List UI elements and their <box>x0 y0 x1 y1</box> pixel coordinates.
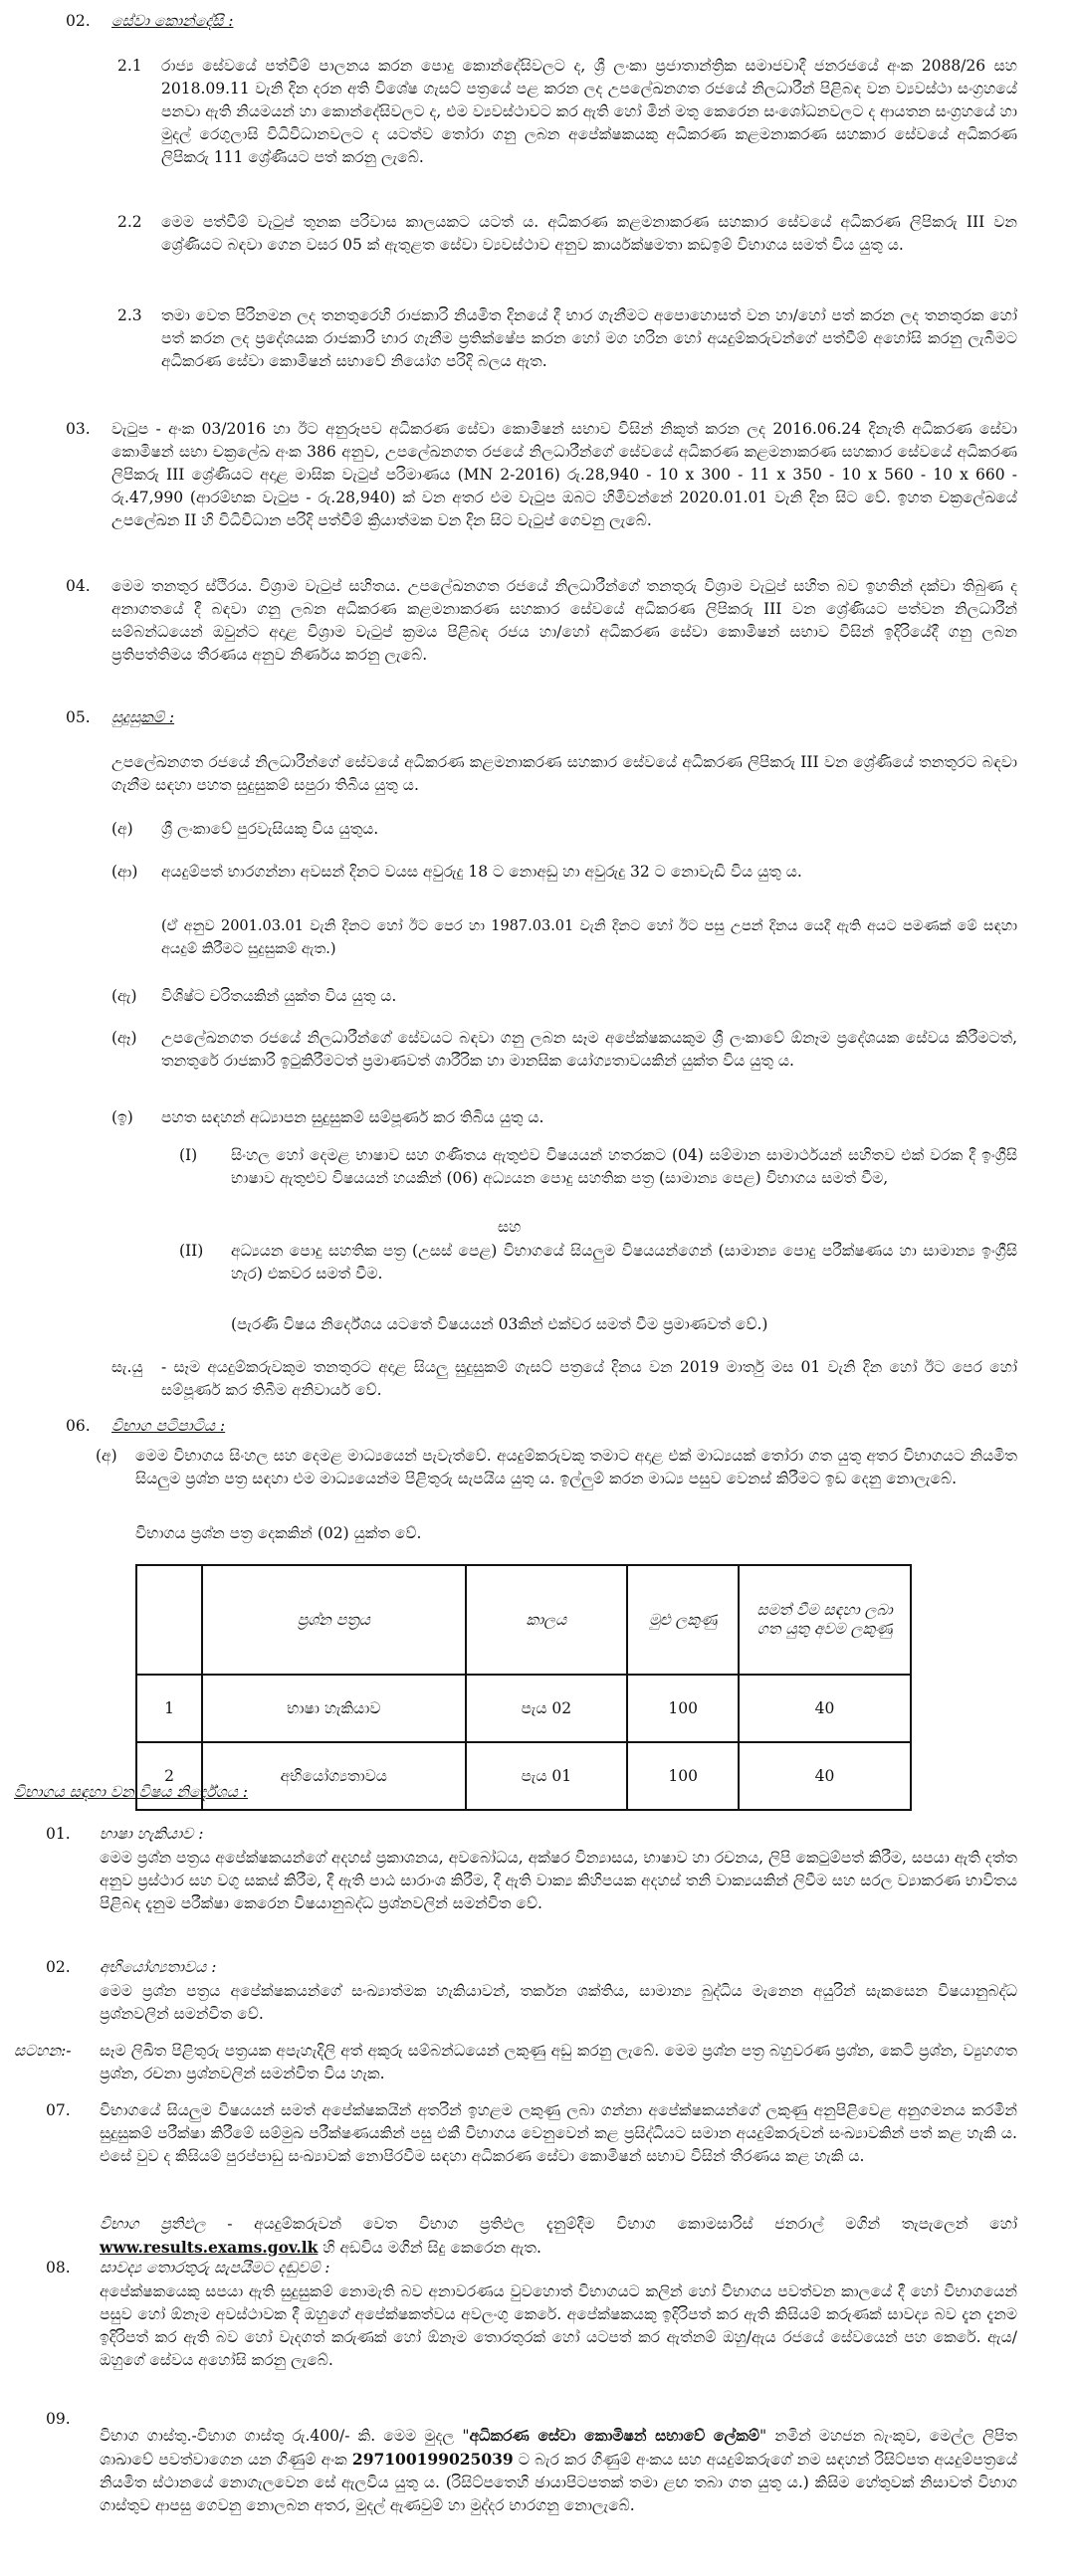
table-cell: 2 <box>136 1742 202 1810</box>
section-05-number: 05. <box>66 708 91 726</box>
exam-results-tail: හි අඩවිය මගින් සිදු කෙරෙන ඇත. <box>318 2238 541 2257</box>
qual-i-text: සිංහල හෝ දෙමළ භාෂාව සහ ගණිතය ඇතුළුව විෂයයන් හතරකට (04) සම්මාන සාමාර්ථයන් සහිතව එක් වරක දී ඉංග්‍රීසි භාෂාව ඇතුළුව විෂයයන් හයකින් (06) අධ්‍යයන පොදු සහතික පත්‍ර (සාමාන්‍ය පෙළ) විභාගය සමත් වීම, <box>231 1146 1017 1187</box>
table-row <box>136 1742 911 1810</box>
clause-2-2-number: 2.2 <box>117 213 142 231</box>
note-text: සෑම ලිඛිත පිළිතුරු පත්‍රයක අපැහැදිලි අත් අකුරු සම්බන්ධයෙන් ලකුණු අඩු කරනු ලැබේ. මෙම ප්‍රශ්න පත්‍ර බහුවරණ ප්‍රශ්න, කෙටි ප්‍රශ්න, ව්‍යුහගත ප්‍රශ්න, රචනා ප්‍රශ්නවලින් සමන්විත විය හැක. <box>100 2042 1017 2082</box>
syllabus-1-number: 01. <box>46 1825 71 1843</box>
syllabus-1-heading: භාෂා හැකියාව : <box>100 1825 204 1843</box>
qual-aa-note: (ඒ අනුව 2001.03.01 වැනි දිනට හෝ ඊට පෙර හා 1987.03.01 වැනි දිනට හෝ ඊට පසු උපන් දිනය යෙදී ඇති අයට පමණක් මේ සඳහා අයදුම් කිරීමට සුදුසුකම් ඇත.) <box>161 918 1017 957</box>
exam-results-paragraph <box>100 2213 1017 2260</box>
exam-a-label: (අ) <box>96 1447 117 1465</box>
qual-saha: සහ <box>498 1218 522 1236</box>
table-cell: භාෂා හැකියාව <box>202 1675 465 1742</box>
clause-2-1-text: රාජ්‍ය සේවයේ පත්වීම් පාලනය කරන පොදු කොන්දේසිවලට ද, ශ්‍රී ලංකා ප්‍රජාතාන්ත්‍රික සමාජවාදී ජනරජයේ අංක 2088/26 සහ 2018.09.11 වැනි දින දරන අති විශේෂ ගැසට් පත්‍රයේ පළ කරන ලද උපලේඛනගත රජයේ නිලධාරීන් පිළිබඳ වන ව්‍යවස්ථා සංග්‍රහයේ පනවා ඇති නියමයන් හා කොන්දේසිවලට ද, එම ව්‍යවස්ථාවට කර ඇති හෝ මින් මතු කෙරෙන සංශෝධනවලට ද ආයතන සංග්‍රහයේ හා මුදල් රෙගුලාසි විධිවිධානවලට ද යටත්ව තෝරා ගනු ලබන අපේක්ෂකයකු අධිකරණ කළමනාකරණ සහකාර සේවයේ අධිකරණ ලිපිකරු 111 ශ්‍රේණියට පත් කරනු ලැබේ. <box>161 57 1017 166</box>
section-05-heading: සුදුසුකම් : <box>111 708 175 726</box>
table-header-row <box>136 1565 911 1675</box>
table-header-cell: මුළු ලකුණු <box>627 1565 739 1675</box>
section-08-text: අපේක්ෂකයෙකු සපයා ඇති සුදුසුකම් නොමැති බව අනාවරණය වුවහොත් විභාගයට කලින් හෝ විභාගය පවත්වන කාලයේ දී හෝ විභාගයෙන් පසුව හෝ ඕනෑම අවස්ථාවක දී ඔහුගේ අපේක්ෂකත්වය අවලංගු කෙරේ. අපේක්ෂකයකු ඉදිරිපත් කර ඇති කිසියම් කරුණක් සාවද්‍ය බව දැන දැනම ඉදිරිපත් කර ඇති බව හෝ වැදගත් කරුණක් හෝ ඕනෑම තොරතුරක් හෝ යටපත් කර ඇත්නම් ඔහු/ඇය රජයේ සේවයෙන් පහ කෙරේ. ඇය/ඔහුගේ සේවය අහෝසි කරනු ලැබේ. <box>100 2282 1017 2369</box>
qual-note-text: - සෑම අයදුම්කරුවකුම තනතුරට අදාළ සියලු සුදුසුකම් ගැසට් පත්‍රයේ දිනය වන 2019 මාර්තු මස 01 වැනි දින හෝ ඊට පෙර හෝ සම්පූර්ණ කර තිබීම අනිවාර්ය වේ. <box>161 1358 1017 1399</box>
table-cell: අභියෝග්‍යතාවය <box>202 1742 465 1810</box>
section-08-number: 08. <box>46 2259 71 2277</box>
qual-ee-text: උපලේඛනගත රජයේ නිලධාරීන්ගේ සේවයට බඳවා ගනු ලබන සෑම අපේක්ෂකයකුම ශ්‍රී ලංකාවේ ඕනෑම ප්‍රදේශයක සේවය කිරීමටත්, තනතුරේ රාජකාරි ඉටුකිරීමටත් ප්‍රමාණවත් ශාරීරික හා මානසික යෝග්‍යතාවයකින් යුක්ත විය යුතු ය. <box>161 1029 1017 1070</box>
qual-aa-label: (ආ) <box>111 863 138 881</box>
section-02-heading: සේවා කොන්දේසි : <box>111 12 234 30</box>
section-04-number: 04. <box>66 577 91 595</box>
table-cell: 40 <box>739 1675 911 1742</box>
qualifications-intro: උපලේඛනගත රජයේ නිලධාරීන්ගේ සේවයේ අධිකරණ කළමනාකරණ සහකාර සේවයේ අධිකරණ ලිපිකරු III වන ශ්‍රේණියේ තනතුරට බඳවා ගැනීම සඳහා පහත සුදුසුකම් සපුරා තිබිය යුතු ය. <box>111 753 1017 794</box>
qual-aa-text: අයදුම්පත් භාරගන්නා අවසන් දිනට වයස අවුරුදු 18 ට නොඅඩු හා අවුරුදු 32 ට නොවැඩි විය යුතු ය. <box>161 863 802 881</box>
qual-ae-text: විශිෂ්ට චරිතයකින් යුක්ත විය යුතු ය. <box>161 987 397 1005</box>
table-header-cell: සමත් වීම සඳහා ලබා ගත යුතු අවම ලකුණු <box>739 1565 911 1675</box>
table-row <box>136 1675 911 1742</box>
section-09-number: 09. <box>46 2410 71 2428</box>
table-cell: 1 <box>136 1675 202 1742</box>
exam-results-label: විභාග ප්‍රතිඵල <box>100 2214 206 2233</box>
qual-old-syllabus-note: (පැරණි විෂය නිර්දේශය යටතේ විෂයයන් 03කින් එක්වර සමත් වීම ප්‍රමාණවත් වේ.) <box>231 1315 768 1333</box>
fees-text-pre: විභාග ගාස්තු.-විභාග ගාස්තු රු.400/- කි. මෙම මුදල " <box>100 2426 470 2445</box>
fees-text-mid: " නමින් මහජන බැංකුව, මෙල්ල ලිපිත ශාඛාවේ පවත්වාගෙන යන ගිණුම් අංක <box>100 2426 1017 2469</box>
qual-ie-text: පහත සඳහන් අධ්‍යාපන සුදුසුකම් සම්පූර්ණ කර තිබිය යුතු ය. <box>161 1108 544 1126</box>
syllabus-2-heading: අභියෝග්‍යතාවය : <box>100 1958 217 1976</box>
table-header-cell: කාලය <box>466 1565 628 1675</box>
results-website-link[interactable]: www.results.exams.gov.lk <box>100 2237 319 2257</box>
note-label: සටහන:- <box>14 2042 72 2060</box>
section-06-number: 06. <box>66 1417 91 1435</box>
section-04-pension-text: මෙම තනතුර ස්ථිරය. විශ්‍රාම වැටුප් සහිතය. උපලේඛනගත රජයේ නිලධාරීන්ගේ තනතුරු විශ්‍රාම වැටුප් සහිත බව ඉහතින් දක්වා තිබුණ ද අනාගතයේ දී බඳවා ගනු ලබන අධිකරණ කළමනාකරණ සහකාර සේවයේ අධිකරණ ලිපිකරු III වන ශ්‍රේණියට පත්වන නිලධාරීන් සම්බන්ධයෙන් ඔවුන්ට අදාළ විශ්‍රාම වැටුප් ක්‍රමය පිළිබඳ රජය හා/හෝ අධිකරණ සේවා කොමිෂන් සභාව විසින් ඉදිරියේදී ගනු ලබන ප්‍රතිපත්තිමය තීරණය අනුව නිර්ණය කරනු ලැබේ. <box>111 577 1017 664</box>
exam-table-caption: විභාගය ප්‍රශ්න පත්‍ර දෙකකින් (02) යුක්ත වේ. <box>135 1524 422 1542</box>
qual-i-label: (I) <box>179 1146 198 1164</box>
qual-ii-label: (II) <box>179 1242 204 1260</box>
syllabus-1-text: මෙම ප්‍රශ්න පත්‍රය අපේක්ෂකයන්ගේ අදහස් ප්‍රකාශනය, අවබෝධය, අක්ෂර වින්‍යාසය, භාෂාව හා රචනය, ලිපි කෙටුම්පත් කිරීම, සපයා ඇති දත්ත අනුව ප්‍රස්ථාර සහ වගු සකස් කිරීම, දී ඇති පාඨ සාරාංශ කිරීම, දී ඇති වාක්‍ය කිහිපයක අදහස් තනි වාක්‍යයකින් ලිවීම සහ සරල ව්‍යාකරණ භාවිතය පිළිබඳ දැනුම පරීක්ෂා කෙරෙන විෂයානුබද්ධ ප්‍රශ්නවලින් සමන්විත වේ. <box>100 1849 1017 1912</box>
section-09-fees-text <box>100 2424 1017 2517</box>
table-cell: 100 <box>627 1742 739 1810</box>
qual-ee-label: (ඈ) <box>111 1029 137 1047</box>
table-header-cell: ප්‍රශ්න පත්‍රය <box>202 1565 465 1675</box>
exam-results-text: - අයදුම්කරුවන් වෙත විභාග ප්‍රතිඵල දැනුම්දීම විභාග කොමසාරිස් ජනරාල් මගින් තැපැලෙන් හෝ <box>205 2214 1017 2233</box>
section-07-text: විභාගයේ සියලුම විෂයයන් සමත් අපේක්ෂකයින් අතරින් ඉහළම ලකුණු ලබා ගන්නා අපේක්ෂකයන්ගේ ලකුණු අනුපිළිවෙළ අනුගමනය කරමින් සුදුසුකම් පරීක්ෂා කිරීමේ සම්මුඛ පරීක්ෂණයකින් පසු එකී විභාගය වෙනුවෙන් කළ ප්‍රසිද්ධියට සමාන අයදුම්කරුවන් සංඛ්‍යාවකින් පත් කළ හැකි ය. එසේ වුව ද කිසියම් පුරප්පාඩු සංඛ්‍යාවක් නොපිරවීම සඳහා අධිකරණ සේවා කොමිෂන් සභාව විසින් තීරණය කළ හැකි ය. <box>100 2101 1017 2165</box>
clause-2-3-number: 2.3 <box>117 306 142 324</box>
fees-text-tail: ට බැර කර ගිණුම් අංකය සහ අයදුම්කරුගේ නම සඳහන් රිසිට්පත අයදුම්පත්‍රයේ නියමිත ස්ථානයේ නොගැලවෙන සේ ඇලවිය යුතු ය. (රිසිට්පතෙහි ඡායාපිටපතක් තමා ළඟ තබා ගත යුතු ය.) කිසිම හේතුවක් නිසාවත් විභාග ගාස්තුව ආපසු ගෙවනු නොලබන අතර, මුදල් ඇණවුම් හා මුද්දර භාරගනු නොලැබේ. <box>100 2450 1017 2514</box>
syllabus-heading: විභාගය සඳහා වන විෂය නිර්දේශය : <box>14 1783 249 1801</box>
clause-2-2-text: මෙම පත්වීම් වැටුප් තුනක පරිවාස කාලයකට යටත් ය. අධිකරණ කළමනාකරණ සහකාර සේවයේ අධිකරණ ලිපිකරු III වන ශ්‍රේණියට බඳවා ගෙන වසර 05 ක් ඇතුළත සේවා ව්‍යවස්ථාව අනුව කාර්යක්ෂමතා කඩඉම් විභාගය සමත් විය යුතු ය. <box>161 213 1017 254</box>
syllabus-2-number: 02. <box>46 1958 71 1976</box>
qual-ii-text: අධ්‍යයන පොදු සහතික පත්‍ර (උසස් පෙළ) විභාගයේ සියලුම විෂයයන්ගෙන් (සාමාන්‍ය පොදු පරීක්ෂණය හා සාමාන්‍ය ඉංග්‍රීසි හැර) එකවර සමත් වීම. <box>231 1242 1017 1283</box>
section-03-number: 03. <box>66 420 91 438</box>
qual-a-text: ශ්‍රී ලංකාවේ පුරවැසියකු විය යුතුය. <box>161 820 379 838</box>
qual-ie-label: (ඉ) <box>111 1108 133 1126</box>
qual-a-label: (අ) <box>111 820 133 838</box>
exam-medium-text: මෙම විභාගය සිංහල සහ දෙමළ මාධ්‍යයෙන් පැවැත්වේ. අයදුම්කරුවකු තමාට අදාළ එක් මාධ්‍යයක් තෝරා ගත යුතු අතර විභාගයට නියමිත සියලුම ප්‍රශ්න පත්‍ර සඳහා එම මාධ්‍යයෙන්ම පිළිතුරු සැපයිය යුතු ය. ඉල්ලුම් කරන මාධ්‍ය පසුව වෙනස් කිරීමට ඉඩ දෙනු නොලැබේ. <box>135 1447 1017 1487</box>
section-06-heading: විභාග පටිපාටිය : <box>111 1417 226 1435</box>
table-cell: 100 <box>627 1675 739 1742</box>
syllabus-2-text: මෙම ප්‍රශ්න පත්‍රය අපේක්ෂකයන්ගේ සංඛ්‍යාත්මක හැකියාවන්, තර්කන ශක්තිය, සාමාන්‍ය බුද්ධිය මැනෙන අයුරින් සැකසෙන විෂයානුබද්ධ ප්‍රශ්නවලින් සමන්විත වේ. <box>100 1982 1017 2023</box>
table-header-cell <box>136 1565 202 1675</box>
table-cell: 40 <box>739 1742 911 1810</box>
section-02-number: 02. <box>66 12 91 30</box>
table-cell: පැය 02 <box>466 1675 628 1742</box>
section-08-heading: සාවද්‍ය තොරතුරු සැපයීමට දඬුවම් : <box>100 2259 330 2277</box>
section-07-number: 07. <box>46 2101 71 2119</box>
table-cell: පැය 01 <box>466 1742 628 1810</box>
clause-2-3-text: තමා වෙත පිරිනමන ලද තනතුරෙහි රාජකාරි නියමිත දිනයේ දී භාර ගැනීමට අපොහොසත් වන හා/හෝ පත් කරන ලද තනතුරක හෝ පත් කරන ලද ප්‍රදේශයක රාජකාරි භාර ගැනීම ප්‍රතික්ෂේප කරන හෝ මග හරින හෝ අයදුම්කරුවන්ගේ පත්වීම් අහෝසි කරනු ලැබීමට අධිකරණ සේවා කොමිෂන් සභාවේ නියෝග පරිදි බලය ඇත. <box>161 306 1017 370</box>
exam-papers-table <box>135 1564 912 1811</box>
section-03-salary-text: වැටුප - අංක 03/2016 හා ඊට අනුරූපව අධිකරණ සේවා කොමිෂන් සභාව විසින් නිකුත් කරන ලද 2016.06.24 දිනැති අධිකරණ සේවා කොමිෂන් සභා චක්‍රලේඛ අංක 386 අනුව, උපලේඛනගත රජයේ නිලධාරීන්ගේ සේවයේ අධිකරණ කළමනාකරණ සහකාර සේවයේ අධිකරණ ලිපිකරු III ශ්‍රේණියට අදාළ මාසික වැටුප් පරිමාණය (MN 2-2016) රු.28,940 - 10 x 300 - 11 x 350 - 10 x 560 - 10 x 660 - රු.47,990 (ආරම්භක වැටුප - රු.28,940) ක් වන අතර එම වැටුප ඔබට හිමිවන්නේ 2020.01.01 වැනි දින සිට වේ. ඉහත චක්‍රලේඛයේ උපලේඛන II හි විධිවිධාන පරිදි පත්වීම් ක්‍රියාත්මක වන දින සිට වැටුප් ගෙවනු ලැබේ. <box>111 420 1017 529</box>
qual-ae-label: (ඇ) <box>111 987 137 1005</box>
fees-payee-name: අධිකරණ සේවා කොමිෂන් සභාවේ ලේකම් <box>469 2425 760 2445</box>
fees-account-number: 297100199025039 <box>351 2449 514 2469</box>
qual-note-label: සැ.යු <box>111 1358 143 1376</box>
clause-2-1-number: 2.1 <box>117 57 142 75</box>
